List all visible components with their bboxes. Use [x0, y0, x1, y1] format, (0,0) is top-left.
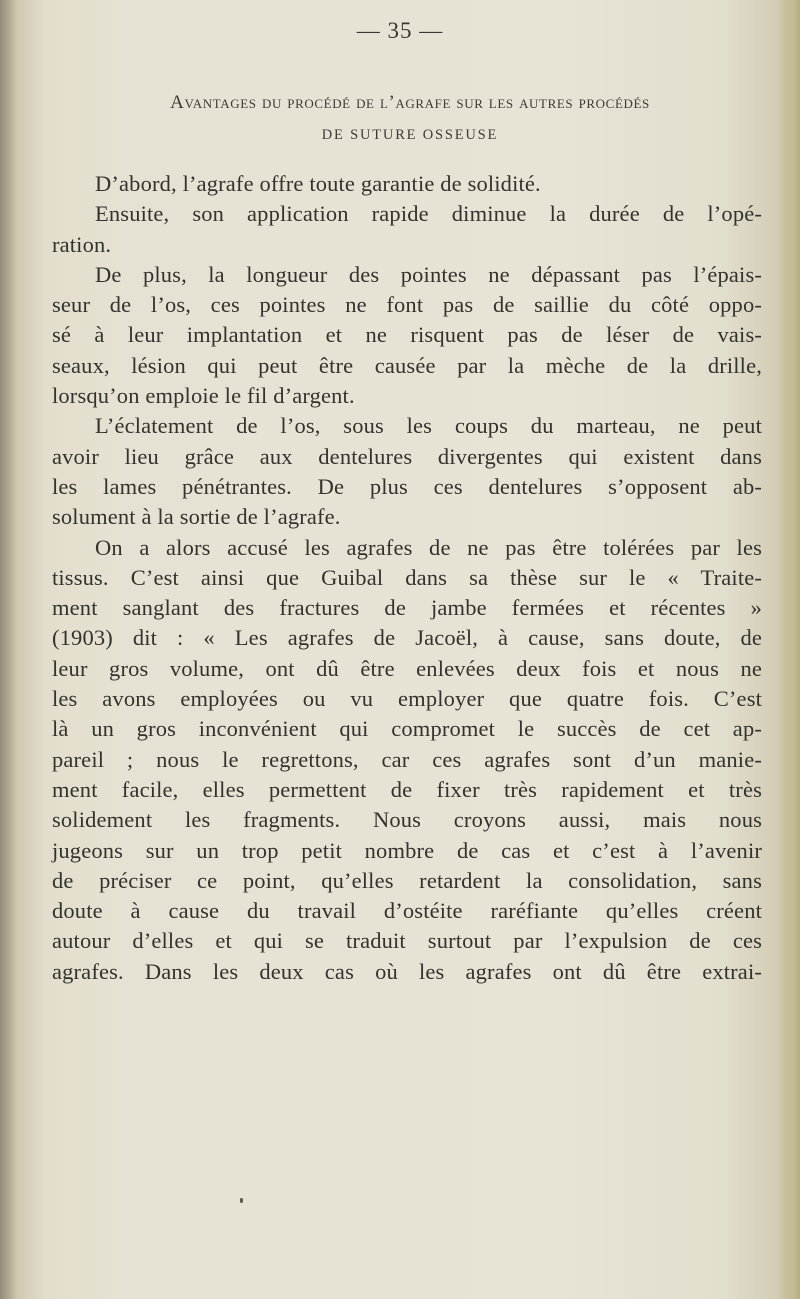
text-line: ration.: [52, 231, 112, 257]
text-line: seaux, lésion qui peut être causée par la mèche de la drille,: [52, 352, 762, 378]
text-line: là un gros inconvénient qui compromet le succès de cet ap-: [52, 716, 762, 742]
section-subtitle: DE SUTURE OSSEUSE: [321, 127, 499, 143]
text-line: lorsqu’on emploie le fil d’argent.: [52, 383, 355, 409]
text-line: tissus. C’est ainsi que Guibal dans sa thèse sur le « Traite-: [52, 564, 762, 590]
text-line: Ensuite, son application rapide diminue la durée de l’opé-: [95, 201, 762, 227]
text-line: ment sanglant des fractures de jambe fermées et récentes »: [52, 595, 762, 621]
text-line: doute à cause du travail d’ostéite raréfiante qu’elles créent: [52, 898, 762, 924]
text-line: jugeons sur un trop petit nombre de cas et c’est à l’avenir: [52, 837, 762, 863]
text-line: On a alors accusé les agrafes de ne pas être tolérées par les: [95, 534, 762, 560]
text-line: de préciser ce point, qu’elles retardent la consolidation, sans: [52, 867, 762, 893]
text-line: solidement les fragments. Nous croyons aussi, mais nous: [52, 807, 762, 833]
text-line: les avons employées ou vu employer que quatre fois. C’est: [52, 686, 762, 712]
text-line: agrafes. Dans les deux cas où les agrafes ont dû être extrai-: [52, 958, 762, 984]
body-text: [52, 169, 762, 987]
page-edge-stain: [778, 0, 800, 1299]
text-line: leur gros volume, ont dû être enlevées deux fois et nous ne: [52, 655, 762, 681]
text-line: autour d’elles et qui se traduit surtout par l’expulsion de ces: [52, 928, 762, 954]
section-title: Avantages du procédé de l’agrafe sur les autres procédés: [170, 92, 650, 113]
ink-speck: [240, 1198, 243, 1203]
text-line: pareil ; nous le regrettons, car ces agrafes sont d’un manie-: [52, 746, 762, 772]
text-line: seur de l’os, ces pointes ne font pas de saillie du côté oppo-: [52, 292, 762, 318]
text-line: (1903) dit : « Les agrafes de Jacoël, à cause, sans doute, de: [52, 625, 762, 651]
text-line: les lames pénétrantes. De plus ces dentelures s’opposent ab-: [52, 473, 762, 499]
text-line: De plus, la longueur des pointes ne dépassant pas l’épais-: [95, 261, 762, 287]
text-line: sé à leur implantation et ne risquent pas de léser de vais-: [52, 322, 762, 348]
text-line: avoir lieu grâce aux dentelures divergentes qui existent dans: [52, 443, 762, 469]
text-line: solument à la sortie de l’agrafe.: [52, 504, 341, 530]
page-number: — 35 —: [356, 18, 444, 43]
page-spine-shadow: [0, 0, 16, 1299]
text-line: L’éclatement de l’os, sous les coups du marteau, ne peut: [95, 413, 762, 439]
text-line: D’abord, l’agrafe offre toute garantie de solidité.: [95, 171, 541, 196]
text-line: ment facile, elles permettent de fixer très rapidement et très: [52, 776, 762, 802]
